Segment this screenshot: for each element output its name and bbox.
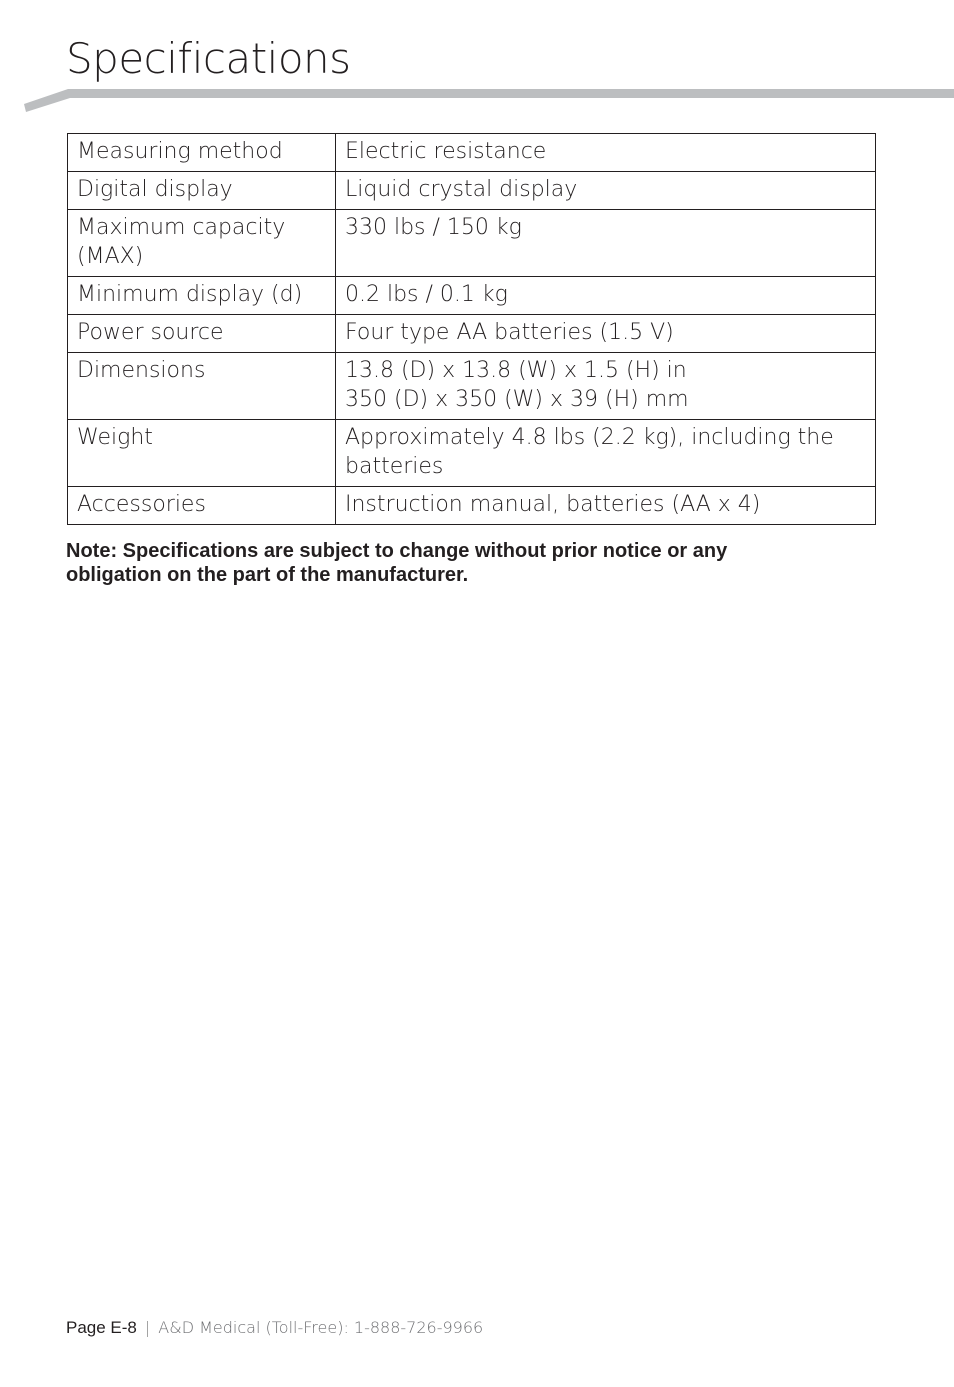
- page-footer: [66, 1318, 483, 1338]
- spec-value-line: 13.8 (D) x 13.8 (W) x 1.5 (H) in: [345, 358, 687, 383]
- table-row: [68, 134, 876, 172]
- spec-label: Power source: [68, 315, 336, 353]
- spec-label: Minimum display (d): [68, 277, 336, 315]
- spec-label: Dimensions: [68, 353, 336, 420]
- spec-value: [336, 134, 876, 172]
- spec-label: Maximum capacity (MAX): [68, 210, 336, 277]
- table-row: [68, 487, 876, 525]
- spec-value: [336, 277, 876, 315]
- spec-label: Measuring method: [68, 134, 336, 172]
- spec-value-line: 330 lbs / 150 kg: [345, 215, 522, 240]
- spec-value: [336, 353, 876, 420]
- specifications-note: Note: Specifications are subject to change without prior notice or any obligation on the part of the manufacturer.: [66, 540, 728, 586]
- table-row: [68, 172, 876, 210]
- table-row: [68, 277, 876, 315]
- spec-value-line: Approximately 4.8 lbs (2.2 kg), including the batteries: [345, 425, 834, 479]
- title-divider: [0, 86, 954, 116]
- page-title: Specifications: [66, 34, 351, 83]
- table-row: [68, 210, 876, 277]
- spec-value: [336, 487, 876, 525]
- spec-value-line: Four type AA batteries (1.5 V): [345, 320, 674, 345]
- spec-value: [336, 420, 876, 487]
- spec-value-line: Electric resistance: [345, 139, 547, 164]
- spec-label: Weight: [68, 420, 336, 487]
- specifications-table: [67, 133, 876, 525]
- table-row: [68, 315, 876, 353]
- table-row: [68, 420, 876, 487]
- spec-value-line: Liquid crystal display: [345, 177, 578, 202]
- spec-value-line: 350 (D) x 350 (W) x 39 (H) mm: [345, 387, 689, 412]
- footer-contact: A&D Medical (Toll-Free): 1-888-726-9966: [158, 1318, 484, 1337]
- spec-value-line: 0.2 lbs / 0.1 kg: [345, 282, 508, 307]
- spec-label: Digital display: [68, 172, 336, 210]
- spec-value: [336, 172, 876, 210]
- spec-value: [336, 315, 876, 353]
- spec-value-line: Instruction manual, batteries (AA x 4): [345, 492, 761, 517]
- spec-value: [336, 210, 876, 277]
- spec-label: Accessories: [68, 487, 336, 525]
- footer-separator: |: [144, 1318, 151, 1337]
- page-number: Page E-8: [66, 1318, 137, 1337]
- table-row: [68, 353, 876, 420]
